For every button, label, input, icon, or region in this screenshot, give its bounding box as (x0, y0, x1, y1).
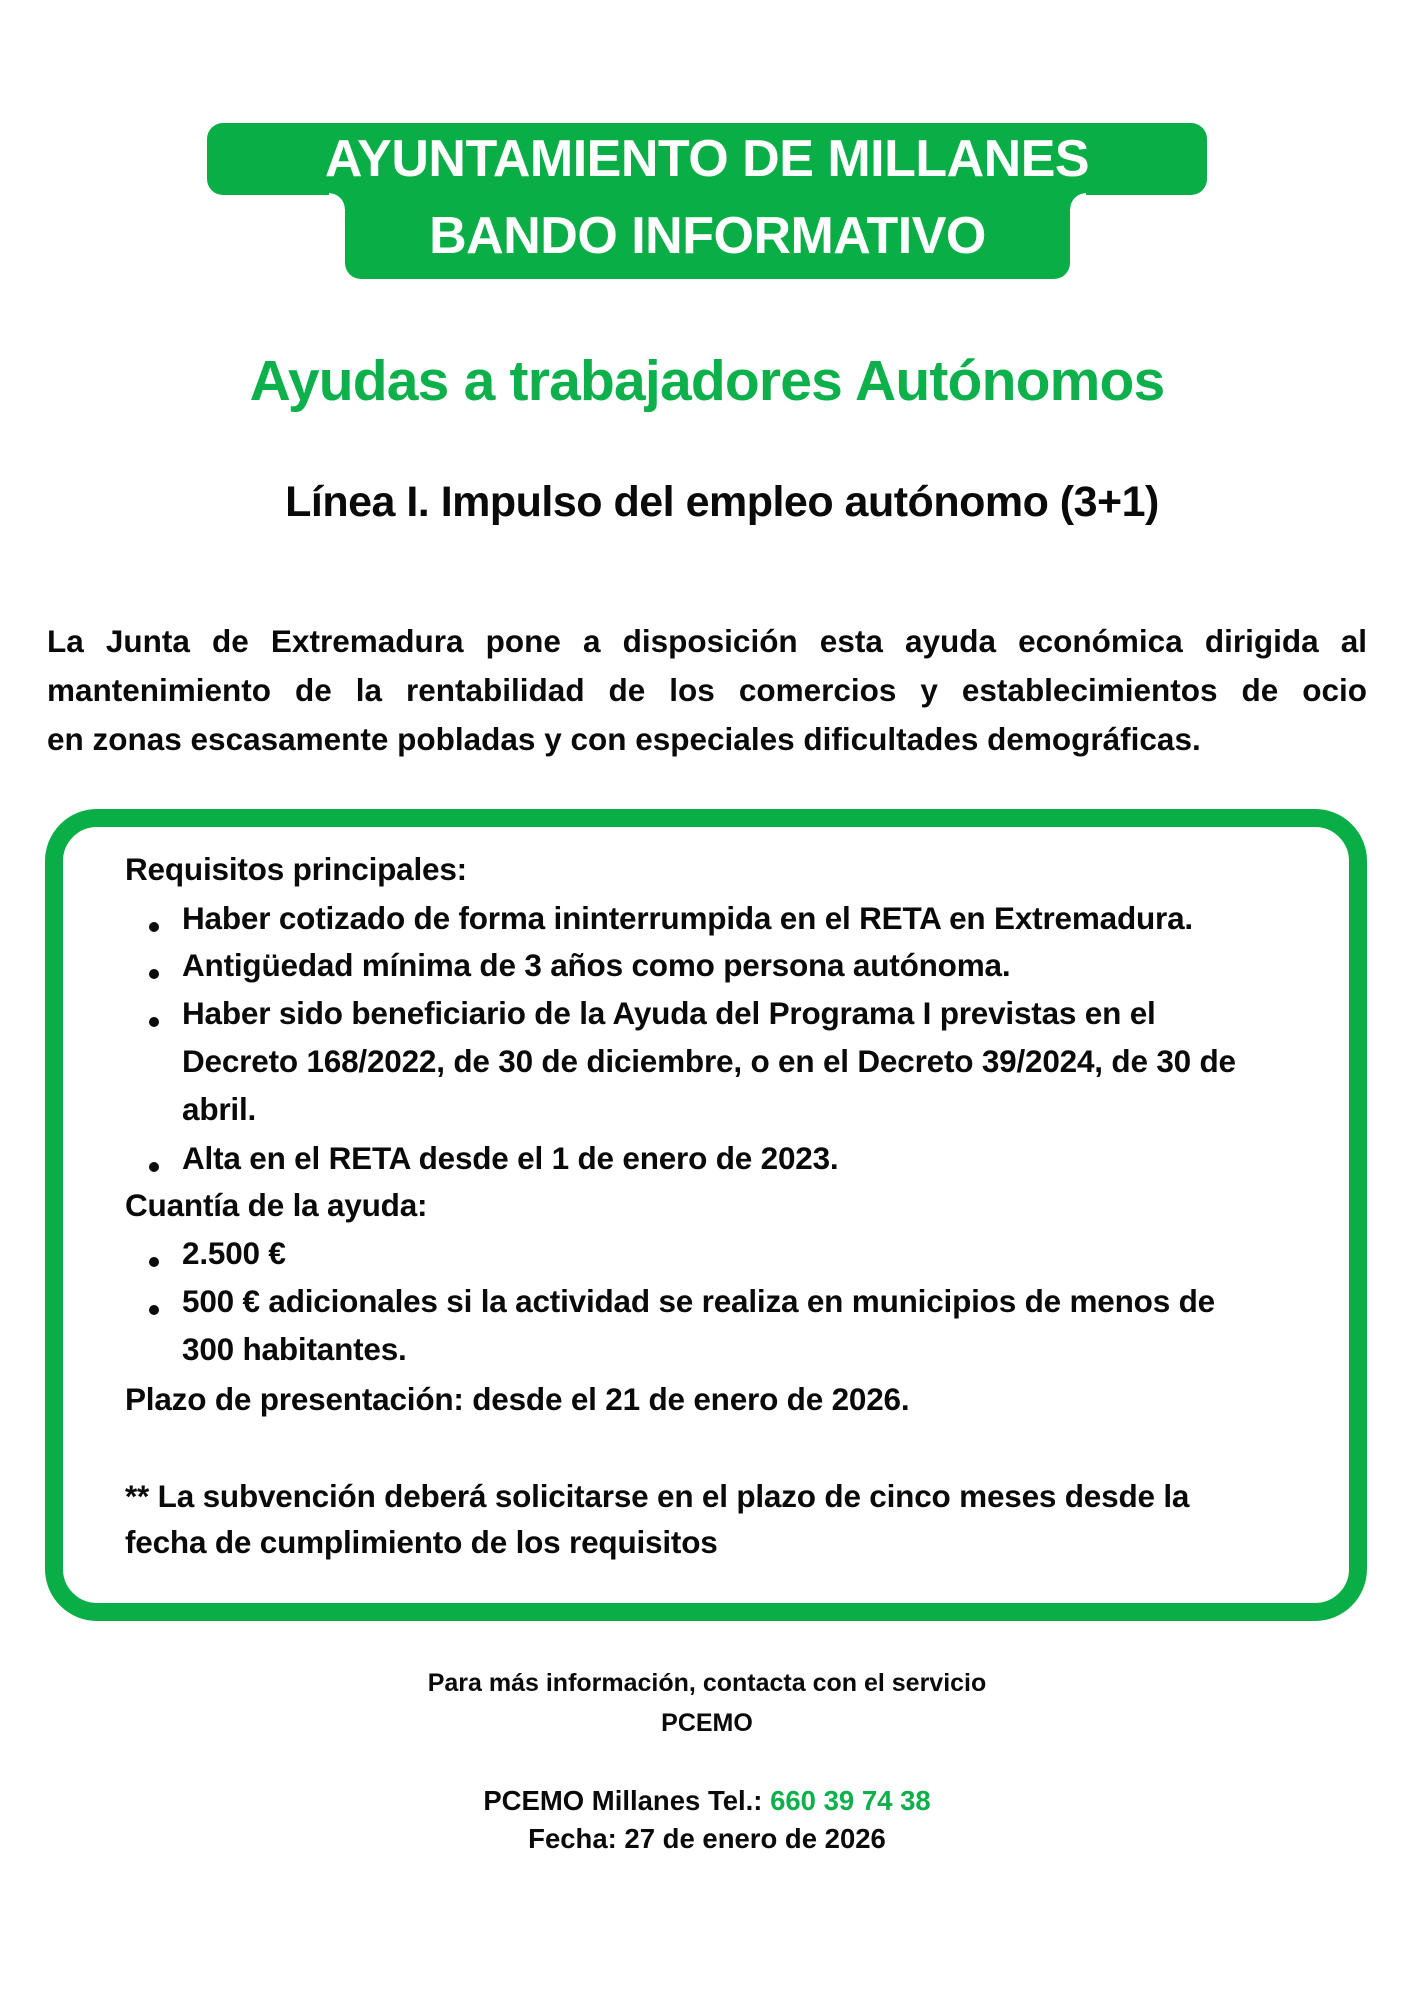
intro-line: en zonas escasamente pobladas y con especiales dificultades demográficas. (47, 721, 1201, 757)
cuantia-label: Cuantía de la ayuda: (125, 1187, 428, 1223)
requisitos-label: Requisitos principales: (125, 851, 467, 887)
header-banner-line1 (207, 123, 1207, 195)
bullet-icon (149, 969, 159, 979)
footer-date: Fecha: 27 de enero de 2026 (528, 1823, 886, 1854)
header-notch-left (329, 193, 345, 209)
phone-link[interactable]: 660 39 74 38 (770, 1785, 931, 1816)
header-notch-right (1070, 193, 1086, 209)
header-subtitle: BANDO INFORMATIVO (429, 207, 986, 265)
bullet-icon (149, 1305, 159, 1315)
bullet-icon (149, 1017, 159, 1027)
bullet-icon (149, 1162, 159, 1172)
intro-line: mantenimiento de la rentabilidad de los comercios y establecimientos de ocio (47, 672, 1367, 708)
list-item: Haber sido beneficiario de la Ayuda del Programa I previstas en el (182, 995, 1156, 1031)
plazo-text: Plazo de presentación: desde el 21 de enero de 2026. (125, 1381, 910, 1417)
header-banner-line2 (345, 193, 1070, 279)
contact-label: PCEMO Millanes Tel.: (483, 1785, 771, 1816)
list-item-continuation: Decreto 168/2022, de 30 de diciembre, o en el Decreto 39/2024, de 30 de (182, 1043, 1236, 1079)
list-item: 2.500 € (182, 1235, 286, 1271)
note-line: ** La subvención deberá solicitarse en el plazo de cinco meses desde la (125, 1478, 1190, 1514)
bullet-icon (149, 922, 159, 932)
page-title: Ayudas a trabajadores Autónomos (249, 349, 1165, 413)
list-item: Antigüedad mínima de 3 años como persona autónoma. (182, 947, 1011, 983)
header-title: AYUNTAMIENTO DE MILLANES (324, 130, 1090, 188)
list-item: 500 € adicionales si la actividad se realiza en municipios de menos de (182, 1283, 1215, 1319)
bullet-icon (149, 1257, 159, 1267)
section-heading: Línea I. Impulso del empleo autónomo (3+1) (285, 478, 1159, 526)
intro-line: La Junta de Extremadura pone a disposición esta ayuda económica dirigida al (47, 623, 1367, 659)
list-item-continuation: abril. (182, 1091, 257, 1127)
note-line: fecha de cumplimiento de los requisitos (125, 1524, 718, 1560)
list-item: Haber cotizado de forma ininterrumpida en el RETA en Extremadura. (182, 900, 1193, 936)
footer-info-line: Para más información, contacta con el servicio (427, 1669, 987, 1697)
list-item-continuation: 300 habitantes. (182, 1331, 407, 1367)
footer-contact (0, 1785, 1414, 1817)
footer-service-name: PCEMO (661, 1709, 753, 1737)
intro-paragraph (47, 617, 1367, 764)
list-item: Alta en el RETA desde el 1 de enero de 2023. (182, 1140, 839, 1176)
